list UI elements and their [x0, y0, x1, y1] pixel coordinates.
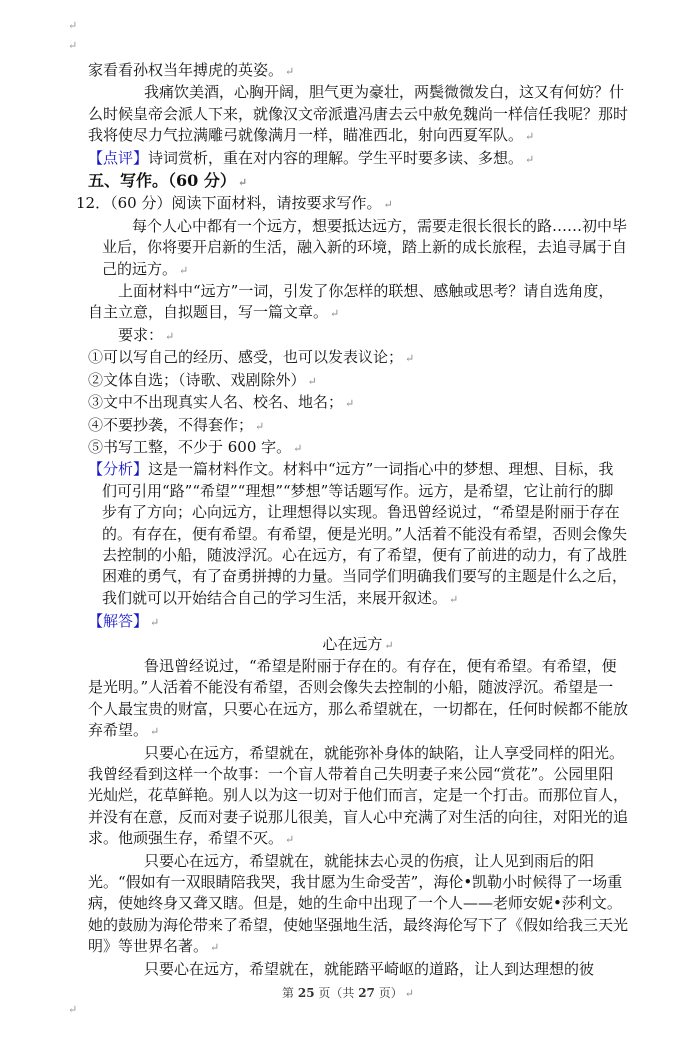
- corner-mark-top-2: ↵: [68, 39, 78, 52]
- page-footer: 第 25 页（共 27 页） ↵: [282, 986, 414, 1000]
- requirement-1: ①可以写自己的经历、感受，也可以发表议论； ↵: [88, 348, 415, 367]
- answer-heading: 【解答】 ↵: [88, 612, 160, 631]
- material-paragraph: 每个人心中都有一个远方，想要抵达远方，需要走很长很长的路……初中毕业后，你将要开启新的生活，融入新的环境，踏上新的成长旅程，去追寻属于自己的远方。 ↵: [102, 216, 628, 278]
- section-heading: 五、写作。（60 分） ↵: [88, 171, 248, 191]
- prompt-paragraph: 上面材料中“远方”一词，引发了你怎样的联想、感触或思考？请自选角度，自主立意，自拟题目，写一篇文章。 ↵: [88, 282, 614, 322]
- analysis-tag: 【分析】: [88, 460, 149, 479]
- requirement-4: ④不要抄袭，不得套作； ↵: [88, 415, 265, 434]
- corner-mark-bottom: ↵: [68, 1003, 78, 1016]
- requirement-2: ②文体自选；（诗歌、戏剧除外） ↵: [88, 370, 317, 389]
- analysis-paragraph: 【分析】这是一篇材料作文。材料中“远方”一词指心中的梦想、理想、目标，我们可引用“路”“希望”“理想”“梦想”等话题写作。远方，是希望，它让前行的脚步有了方向；心向远方，让理想得以实现。鲁迅曾经说过，“希望是附丽于存在的。有存在，便有希望。有希望，便是光明。”人活着不能没有希望，否则会像失去控制的小船，随波浮沉。心在远方，有了希望，便有了前进的动力，有了战胜困难的勇气，有了奋勇拼搏的力量。当同学们明确我们要写的主题是什么之后，我们就可以开始结合自己的学习生活，来展开叙述。 ↵: [88, 460, 628, 607]
- essay-title: 心在远方 ↵: [322, 634, 394, 653]
- comment-tag: 【点评】: [88, 148, 149, 167]
- current-page-number: 25: [297, 986, 315, 1000]
- poem-translation-end: 家看看孙权当年搏虎的英姿。 ↵: [88, 61, 295, 79]
- total-pages: 27: [358, 986, 375, 1000]
- requirements-heading: 要求： ↵: [118, 325, 175, 344]
- comment-paragraph: 【点评】诗词赏析，重在对内容的理解。学生平时要多读、多想。 ↵: [88, 148, 535, 167]
- requirement-5: ⑤书写工整，不少于 600 字。 ↵: [88, 437, 303, 456]
- corner-mark-top-1: ↵: [68, 19, 78, 32]
- poem-translation-paragraph: 我痛饮美酒，心胸开阔，胆气更为豪壮，两鬓微微发白，这又有何妨？什么时候皇帝会派人下来，就像汉文帝派遣冯唐去云中赦免魏尚一样信任我呢？那时我将使尽力气拉满雕弓就像满月一样，瞄准西北，射向西夏军队。 ↵: [88, 83, 629, 145]
- essay-paragraph-4: 只要心在远方，希望就在，就能踏平崎岖的道路，让人到达理想的彼: [144, 959, 595, 978]
- essay-paragraph-2: 只要心在远方，希望就在，就能弥补身体的缺陷，让人享受同样的阳光。我曾经看到这样一个故事：一个盲人带着自己失明妻子来公园“赏花”。公园里阳光灿烂，花草鲜艳。别人以为这一切对于他们而言，定是一个打击。而那位盲人，并没有在意，反而对妻子说那儿很美，盲人心中充满了对生活的向往，对阳光的追求。他顽强生存，希望不灭。 ↵: [88, 743, 629, 848]
- essay-paragraph-1: 鲁迅曾经说过，“希望是附丽于存在的。有存在，便有希望。有希望，便是光明。”人活着不能没有希望，否则会像失去控制的小船，随波浮沉。希望是一个人最宝贵的财富，只要心在远方，那么希望就在，一切都在，任何时候都不能放弃希望。 ↵: [88, 656, 629, 740]
- document-body: [76, 60, 629, 980]
- essay-paragraph-3: 只要心在远方，希望就在，就能抹去心灵的伤痕，让人见到雨后的阳光。“假如有一双眼睛陪我哭，我甘愿为生命受苦”，海伦•凯勒小时候得了一场重病，使她终身又聋又瞎。但是，她的生命中出现了一个人——老师安妮•莎利文。她的鼓励为海伦带来了希望，使她坚强地生活，最终海伦写下了《假如给我三天光明》等世界名著。 ↵: [88, 851, 629, 956]
- answer-tag: 【解答】: [88, 612, 149, 631]
- requirement-3: ③文中不出现真实人名、校名、地名； ↵: [88, 393, 355, 412]
- question-12: 12．（60 分）阅读下面材料，请按要求写作。 ↵: [76, 194, 393, 213]
